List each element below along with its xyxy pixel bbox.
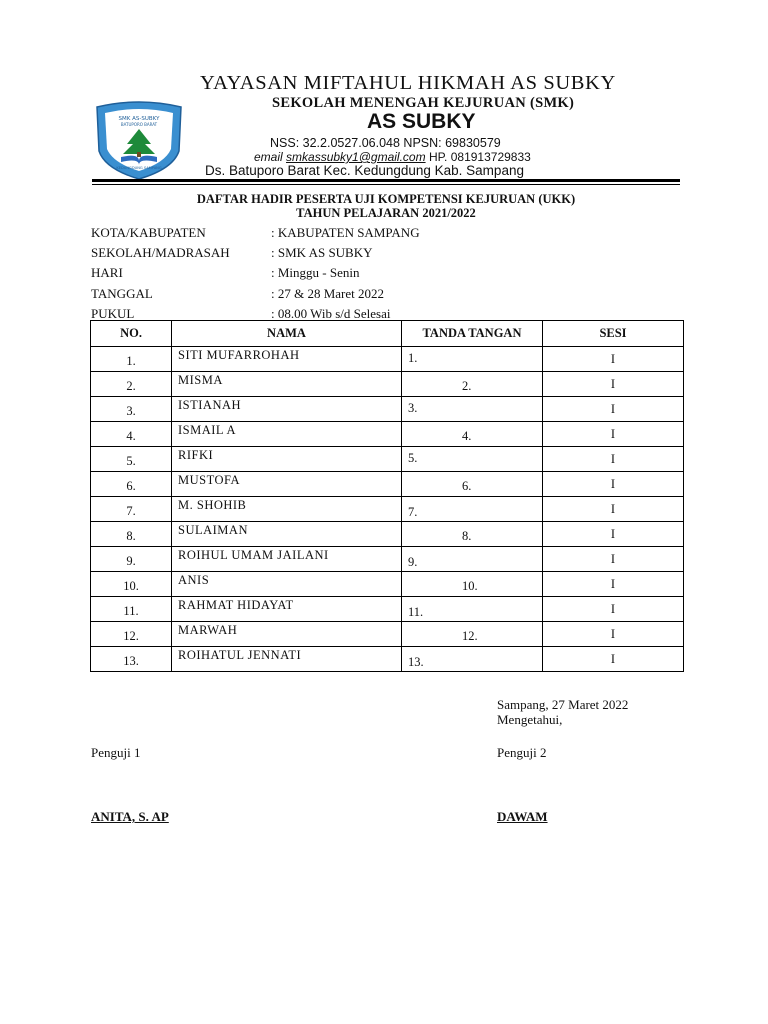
row-session: I — [543, 622, 684, 647]
row-name: MARWAH — [172, 622, 402, 647]
info-value: : Minggu - Senin — [271, 265, 360, 280]
table-row — [91, 372, 684, 397]
row-no: 7. — [91, 497, 172, 522]
table-row — [91, 622, 684, 647]
row-session: I — [543, 347, 684, 372]
row-signature[interactable]: 8. — [402, 522, 543, 547]
row-signature[interactable]: 6. — [402, 472, 543, 497]
row-signature[interactable]: 9. — [402, 547, 543, 572]
row-name: ROIHATUL JENNATI — [172, 647, 402, 672]
school-address: Ds. Batuporo Barat Kec. Kedungdung Kab. Sampang — [205, 163, 524, 178]
info-label: TANGGAL — [91, 286, 153, 301]
row-signature[interactable]: 7. — [402, 497, 543, 522]
contact-line — [254, 150, 531, 164]
table-row — [91, 347, 684, 372]
row-session: I — [543, 447, 684, 472]
table-row — [91, 422, 684, 447]
examiner-1-label: Penguji 1 — [91, 745, 141, 760]
row-name: MISMA — [172, 372, 402, 397]
row-no: 13. — [91, 647, 172, 672]
place-date: Sampang, 27 Maret 2022 — [497, 697, 629, 712]
info-label: PUKUL — [91, 306, 135, 321]
examiner-1-name: ANITA, S. AP — [91, 809, 169, 824]
logo-top-text: SMK AS-SUBKY — [118, 116, 160, 122]
info-label: KOTA/KABUPATEN — [91, 225, 206, 240]
row-no: 2. — [91, 372, 172, 397]
table-row — [91, 447, 684, 472]
header-signature: TANDA TANGAN — [402, 321, 543, 347]
row-session: I — [543, 397, 684, 422]
row-name: RIFKI — [172, 447, 402, 472]
letterhead-rule — [92, 179, 680, 182]
row-session: I — [543, 572, 684, 597]
row-session: I — [543, 522, 684, 547]
row-signature[interactable]: 10. — [402, 572, 543, 597]
row-no: 4. — [91, 422, 172, 447]
row-session: I — [543, 472, 684, 497]
row-name: SITI MUFARROHAH — [172, 347, 402, 372]
foundation-name: YAYASAN MIFTAHUL HIKMAH AS SUBKY — [200, 72, 616, 94]
attendance-table — [90, 320, 684, 672]
examiner-2-name: DAWAM — [497, 809, 548, 824]
row-name: M. SHOHIB — [172, 497, 402, 522]
info-value: : SMK AS SUBKY — [271, 245, 373, 260]
document-subtitle: TAHUN PELAJARAN 2021/2022 — [296, 206, 476, 220]
row-signature[interactable]: 1. — [402, 347, 543, 372]
row-signature[interactable]: 5. — [402, 447, 543, 472]
table-row — [91, 647, 684, 672]
phone-number: HP. 081913729833 — [428, 150, 531, 164]
row-session: I — [543, 422, 684, 447]
row-signature[interactable]: 13. — [402, 647, 543, 672]
school-ids: NSS: 32.2.0527.06.048 NPSN: 69830579 — [270, 136, 501, 150]
school-type: SEKOLAH MENENGAH KEJURUAN (SMK) — [272, 95, 575, 111]
row-name: ISTIANAH — [172, 397, 402, 422]
header-no: NO. — [91, 321, 172, 347]
row-session: I — [543, 647, 684, 672]
table-row — [91, 497, 684, 522]
table-header-row — [91, 321, 684, 347]
row-no: 9. — [91, 547, 172, 572]
row-session: I — [543, 497, 684, 522]
header-session: SESI — [543, 321, 684, 347]
table-row — [91, 397, 684, 422]
row-no: 8. — [91, 522, 172, 547]
email-link[interactable]: smkassubky1@gmail.com — [286, 150, 426, 164]
row-session: I — [543, 597, 684, 622]
row-no: 10. — [91, 572, 172, 597]
row-name: SULAIMAN — [172, 522, 402, 547]
info-value: : 08.00 Wib s/d Selesai — [271, 306, 391, 321]
table-row — [91, 597, 684, 622]
row-no: 11. — [91, 597, 172, 622]
info-label: SEKOLAH/MADRASAH — [91, 245, 230, 260]
row-signature[interactable]: 3. — [402, 397, 543, 422]
row-name: MUSTOFA — [172, 472, 402, 497]
row-name: ANIS — [172, 572, 402, 597]
info-value: : KABUPATEN SAMPANG — [271, 225, 420, 240]
acknowledged-label: Mengetahui, — [497, 712, 563, 727]
row-name: ISMAIL A — [172, 422, 402, 447]
row-signature[interactable]: 12. — [402, 622, 543, 647]
row-signature[interactable]: 11. — [402, 597, 543, 622]
school-logo — [93, 99, 185, 181]
row-no: 12. — [91, 622, 172, 647]
row-session: I — [543, 372, 684, 397]
info-value: : 27 & 28 Maret 2022 — [271, 286, 385, 301]
row-signature[interactable]: 4. — [402, 422, 543, 447]
row-session: I — [543, 547, 684, 572]
row-name: ROIHUL UMAM JAILANI — [172, 547, 402, 572]
row-no: 1. — [91, 347, 172, 372]
info-label: HARI — [91, 265, 123, 280]
table-row — [91, 547, 684, 572]
row-name: RAHMAT HIDAYAT — [172, 597, 402, 622]
header-name: NAMA — [172, 321, 402, 347]
email-label: email — [254, 150, 283, 164]
logo-bottom-text: KEDUNGDUNG SAMPANG — [116, 166, 162, 170]
table-row — [91, 472, 684, 497]
row-no: 5. — [91, 447, 172, 472]
row-no: 3. — [91, 397, 172, 422]
examiner-2-label: Penguji 2 — [497, 745, 547, 760]
school-name: AS SUBKY — [367, 110, 476, 133]
table-row — [91, 522, 684, 547]
document-title: DAFTAR HADIR PESERTA UJI KOMPETENSI KEJURUAN (UKK) — [196, 192, 576, 206]
row-no: 6. — [91, 472, 172, 497]
table-row — [91, 572, 684, 597]
row-signature[interactable]: 2. — [402, 372, 543, 397]
logo-sub-text: BATUPORO BARAT — [120, 122, 158, 127]
letterhead-rule-thin — [92, 184, 680, 185]
